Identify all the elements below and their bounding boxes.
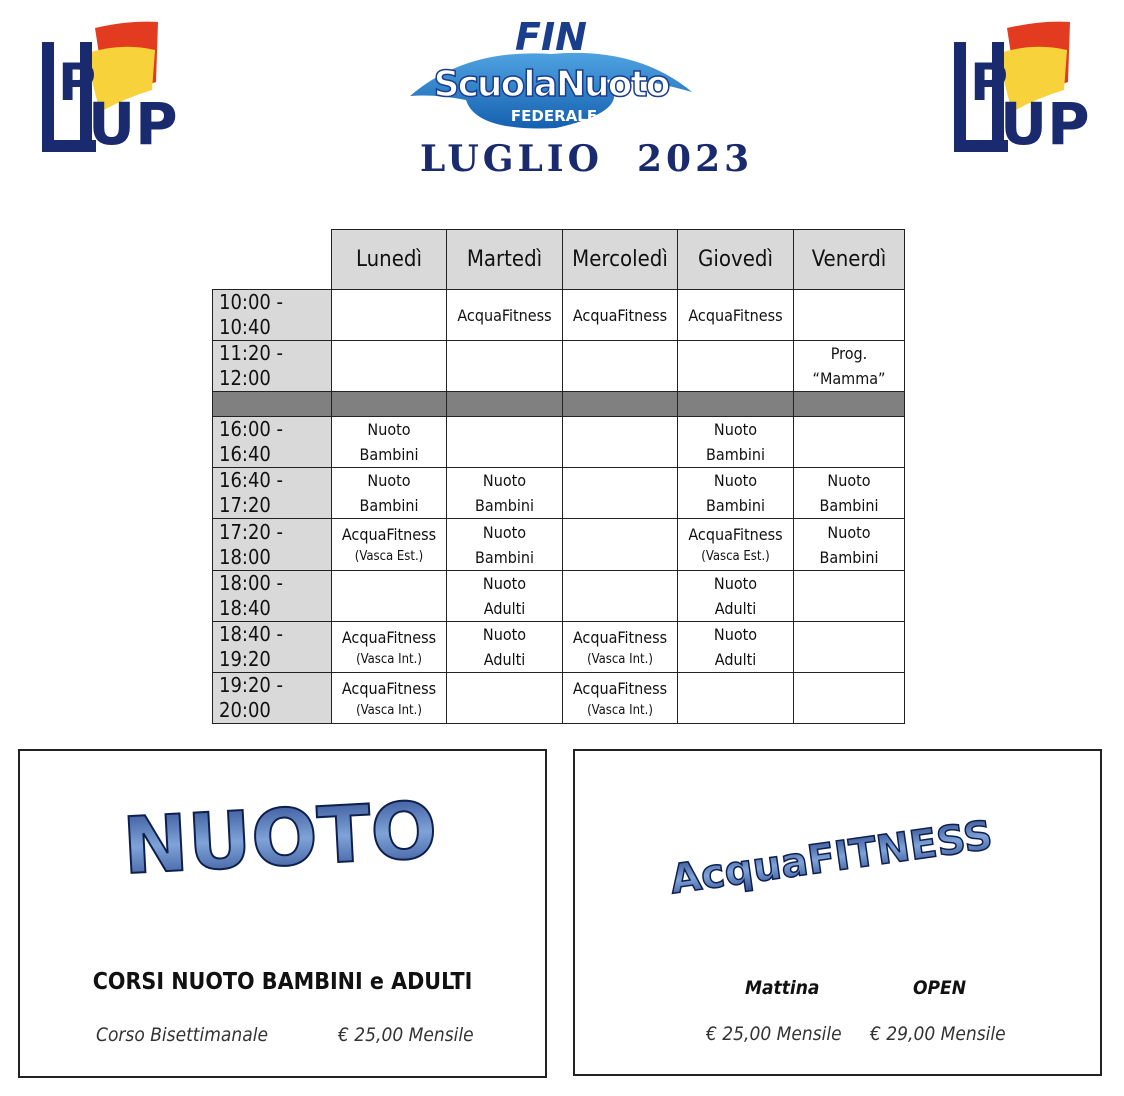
class-cell bbox=[332, 341, 447, 392]
course-type: Corso Bisettimanale bbox=[96, 1024, 268, 1046]
pool-note: (Vasca Int.) bbox=[587, 651, 653, 667]
class-cell bbox=[332, 468, 447, 519]
class-name: Nuoto bbox=[713, 625, 758, 644]
class-name: Nuoto bbox=[482, 574, 527, 593]
fin-logo-title: FIN bbox=[515, 15, 587, 59]
class-group: Bambini bbox=[359, 496, 419, 515]
acquafitness-info-box bbox=[573, 749, 1102, 1076]
class-cell bbox=[678, 290, 794, 341]
class-cell bbox=[678, 341, 794, 392]
open-label: OPEN bbox=[913, 977, 967, 999]
month-title bbox=[420, 138, 754, 180]
class-name: Nuoto bbox=[482, 625, 527, 644]
schedule-row bbox=[213, 571, 905, 622]
class-cell bbox=[447, 341, 563, 392]
class-name: Nuoto bbox=[827, 522, 871, 542]
class-name: AcquaFitness bbox=[688, 305, 783, 325]
class-cell bbox=[563, 571, 678, 622]
class-cell bbox=[678, 417, 794, 468]
class-cell bbox=[563, 341, 678, 392]
class-cell bbox=[678, 622, 794, 673]
time-slot: 11:20 - 12:00 bbox=[213, 341, 332, 392]
class-group: Bambini bbox=[475, 547, 534, 567]
up-logo-right-p: P bbox=[970, 53, 1009, 113]
class-name: AcquaFitness bbox=[457, 305, 552, 325]
pool-note: (Vasca Est.) bbox=[354, 549, 424, 564]
class-cell bbox=[794, 468, 905, 519]
break-cell bbox=[563, 392, 678, 417]
class-group: Adulti bbox=[714, 599, 757, 618]
schedule-row bbox=[213, 468, 905, 519]
class-cell bbox=[447, 622, 563, 673]
class-cell bbox=[563, 673, 678, 724]
morning-price: € 25,00 Mensile bbox=[706, 1023, 842, 1045]
nuoto-wordart bbox=[120, 779, 440, 893]
class-cell bbox=[447, 519, 563, 571]
class-cell bbox=[794, 341, 905, 392]
month-name: LUGLIO bbox=[420, 138, 603, 180]
class-cell bbox=[678, 519, 794, 571]
class-cell bbox=[332, 290, 447, 341]
break-cell bbox=[678, 392, 794, 417]
class-cell bbox=[447, 571, 563, 622]
class-name: Nuoto bbox=[482, 522, 527, 542]
time-slot: 10:00 - 10:40 bbox=[213, 290, 332, 341]
class-name: AcquaFitness bbox=[572, 305, 668, 325]
class-cell bbox=[332, 417, 447, 468]
day-header: Martedì bbox=[447, 230, 563, 290]
time-slot: 16:00 - 16:40 bbox=[213, 417, 332, 468]
day-header: Mercoledì bbox=[563, 230, 678, 290]
fin-logo-subtitle: ScuolaNuoto bbox=[433, 64, 669, 105]
class-cell bbox=[447, 417, 563, 468]
class-cell bbox=[678, 673, 794, 724]
class-group: Bambini bbox=[819, 496, 879, 515]
fin-logo-federale: FEDERALE bbox=[510, 107, 598, 125]
class-group: Bambini bbox=[359, 445, 419, 464]
day-header: Giovedì bbox=[678, 230, 794, 290]
class-name: AcquaFitness bbox=[572, 678, 668, 698]
schedule-row bbox=[213, 673, 905, 724]
class-name: Prog. bbox=[830, 344, 868, 363]
class-cell bbox=[447, 290, 563, 341]
class-cell bbox=[563, 290, 678, 341]
nuoto-price: € 25,00 Mensile bbox=[338, 1024, 474, 1046]
nuoto-info-box bbox=[18, 749, 547, 1078]
class-name: AcquaFitness bbox=[341, 525, 437, 544]
class-cell bbox=[794, 571, 905, 622]
time-slot: 18:00 - 18:40 bbox=[213, 571, 332, 622]
class-cell bbox=[794, 519, 905, 571]
up-logo-left bbox=[40, 20, 178, 158]
pool-note: (Vasca Int.) bbox=[356, 651, 422, 667]
class-name: AcquaFitness bbox=[341, 678, 437, 698]
class-cell bbox=[332, 622, 447, 673]
class-name: Nuoto bbox=[367, 420, 411, 439]
schedule-row bbox=[213, 417, 905, 468]
break-cell bbox=[794, 392, 905, 417]
acquafitness-wordart-text: AcquaFITNESS bbox=[667, 812, 996, 904]
pool-note: (Vasca Int.) bbox=[587, 702, 653, 718]
class-group: Adulti bbox=[483, 650, 526, 669]
up-logo-right bbox=[952, 20, 1090, 158]
up-logo-left-p: P bbox=[58, 53, 97, 113]
class-cell bbox=[447, 468, 563, 519]
month-year: 2023 bbox=[637, 138, 754, 180]
class-group: Adulti bbox=[714, 650, 757, 669]
schedule-break-row bbox=[213, 392, 905, 417]
class-group: Bambini bbox=[475, 496, 534, 515]
class-cell bbox=[794, 673, 905, 724]
break-cell bbox=[213, 392, 332, 417]
class-group: Bambini bbox=[819, 547, 879, 567]
class-group: Bambini bbox=[706, 496, 765, 515]
acquafitness-wordart bbox=[667, 779, 996, 904]
class-cell bbox=[332, 673, 447, 724]
class-cell bbox=[563, 622, 678, 673]
class-cell bbox=[332, 519, 447, 571]
class-cell bbox=[678, 468, 794, 519]
class-name: AcquaFitness bbox=[341, 627, 437, 647]
schedule-row bbox=[213, 341, 905, 392]
class-cell bbox=[563, 519, 678, 571]
class-name: Nuoto bbox=[713, 471, 758, 490]
morning-label: Mattina bbox=[745, 977, 820, 999]
nuoto-wordart-text: NUOTO bbox=[120, 785, 440, 893]
class-cell bbox=[794, 417, 905, 468]
schedule-header-row bbox=[213, 230, 905, 290]
time-slot: 19:20 - 20:00 bbox=[213, 673, 332, 724]
open-price: € 29,00 Mensile bbox=[870, 1023, 1006, 1045]
class-name: Nuoto bbox=[713, 574, 758, 593]
break-cell bbox=[447, 392, 563, 417]
courses-title: CORSI NUOTO BAMBINI e ADULTI bbox=[92, 969, 473, 995]
class-name: Nuoto bbox=[482, 471, 527, 490]
class-cell bbox=[794, 622, 905, 673]
class-group: “Mamma” bbox=[812, 369, 886, 388]
class-cell bbox=[678, 571, 794, 622]
time-slot: 17:20 - 18:00 bbox=[213, 519, 332, 571]
class-name: AcquaFitness bbox=[688, 525, 783, 544]
class-name: AcquaFitness bbox=[572, 627, 668, 647]
fin-scuola-nuoto-logo bbox=[406, 15, 696, 132]
class-cell bbox=[332, 571, 447, 622]
time-slot: 16:40 - 17:20 bbox=[213, 468, 332, 519]
class-cell bbox=[794, 290, 905, 341]
up-logo-left-text: UP bbox=[88, 90, 178, 158]
schedule-corner bbox=[213, 230, 332, 290]
class-group: Adulti bbox=[483, 599, 526, 618]
time-slot: 18:40 - 19:20 bbox=[213, 622, 332, 673]
schedule-row bbox=[213, 290, 905, 341]
pool-note: (Vasca Int.) bbox=[356, 702, 422, 718]
class-group: Bambini bbox=[706, 445, 765, 464]
day-header: Lunedì bbox=[332, 230, 447, 290]
schedule-row bbox=[213, 519, 905, 571]
schedule-row bbox=[213, 622, 905, 673]
break-cell bbox=[332, 392, 447, 417]
pool-note: (Vasca Est.) bbox=[701, 549, 770, 564]
class-cell bbox=[563, 417, 678, 468]
class-cell bbox=[447, 673, 563, 724]
schedule-table bbox=[212, 229, 905, 724]
class-cell bbox=[563, 468, 678, 519]
class-name: Nuoto bbox=[827, 471, 871, 490]
class-name: Nuoto bbox=[713, 420, 758, 439]
day-header: Venerdì bbox=[794, 230, 905, 290]
class-name: Nuoto bbox=[367, 471, 411, 490]
up-logo-right-text: UP bbox=[1000, 90, 1090, 158]
